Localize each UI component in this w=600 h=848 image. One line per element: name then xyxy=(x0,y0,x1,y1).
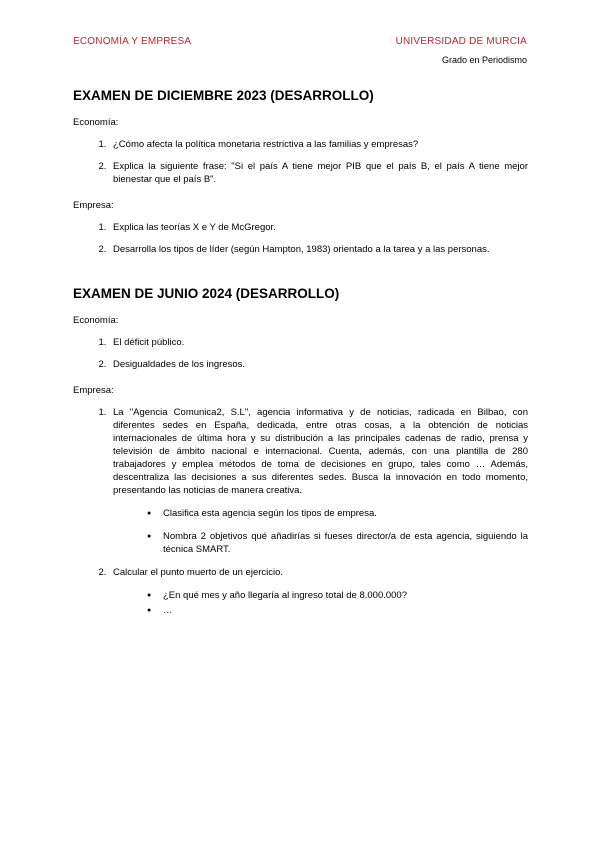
exam2-economia-label: Economía: xyxy=(73,315,119,326)
list-item: 2. Desigualdades de los ingresos. xyxy=(109,358,528,371)
list-item: 2. Explica la siguiente frase: "Si el país A tiene mejor PIB que el país B, el país A tiene mejor bienestar que el país B". xyxy=(109,160,528,186)
list-item xyxy=(109,406,528,556)
case-study-text: 1. La "Agencia Comunica2, S.L", agencia informativa y de noticias, radicada en Bilbao, con diferentes sedes en España, dedicada, entre otras cosas, a la obtención de noticias internacionales de última hora y su distribución a las principales cadenas de radio, prensa y televisión de ámbito nacional e internacional. Cuenta, además, con una plantilla de 280 trabajadores y emplea métodos de toma de decisiones en grupo, tales como … Además, descentraliza las decisiones a sus diferentes sedes. Busca la innovación en todo momento, presentando las noticias de manera creativa. xyxy=(113,407,528,496)
exam2-economia-list xyxy=(73,336,528,371)
list-item: ● Nombra 2 objetivos qué añadirías si fueses director/a de esta agencia, siguiendo la técnica SMART. xyxy=(149,530,528,556)
exam1-title: EXAMEN DE DICIEMBRE 2023 (DESARROLLO) xyxy=(73,88,374,103)
list-item xyxy=(109,566,528,617)
header-subject: ECONOMÍA Y EMPRESA xyxy=(73,36,192,47)
list-item: 1. ¿Cómo afecta la política monetaria restrictiva a las familias y empresas? xyxy=(109,138,528,151)
exercise-questions xyxy=(113,589,528,617)
document-content xyxy=(73,88,528,631)
list-item: ● … xyxy=(149,604,528,617)
exam2-empresa-label: Empresa: xyxy=(73,385,114,396)
exam2-title: EXAMEN DE JUNIO 2024 (DESARROLLO) xyxy=(73,286,340,301)
list-item: 1. Explica las teorías X e Y de McGregor. xyxy=(109,221,528,234)
list-item: 2. Desarrolla los tipos de líder (según Hampton, 1983) orientado a la tarea y a las personas. xyxy=(109,243,528,256)
exam2-empresa-list xyxy=(73,406,528,617)
header-degree: Grado en Periodismo xyxy=(441,55,527,65)
list-item: 1. El déficit público. xyxy=(109,336,528,349)
header-university: UNIVERSIDAD DE MURCIA xyxy=(395,36,527,47)
exam1-empresa-list xyxy=(73,221,528,256)
exam1-economia-list xyxy=(73,138,528,186)
exam1-empresa-label: Empresa: xyxy=(73,200,114,211)
exam1-economia-label: Economía: xyxy=(73,117,119,128)
list-item: ● Clasifica esta agencia según los tipos de empresa. xyxy=(149,507,528,520)
case-study-questions xyxy=(113,507,528,556)
list-item: ● ¿En qué mes y año llegaría al ingreso total de 8.000.000? xyxy=(149,589,528,602)
exercise-text: 2. Calcular el punto muerto de un ejercicio. xyxy=(113,567,284,578)
